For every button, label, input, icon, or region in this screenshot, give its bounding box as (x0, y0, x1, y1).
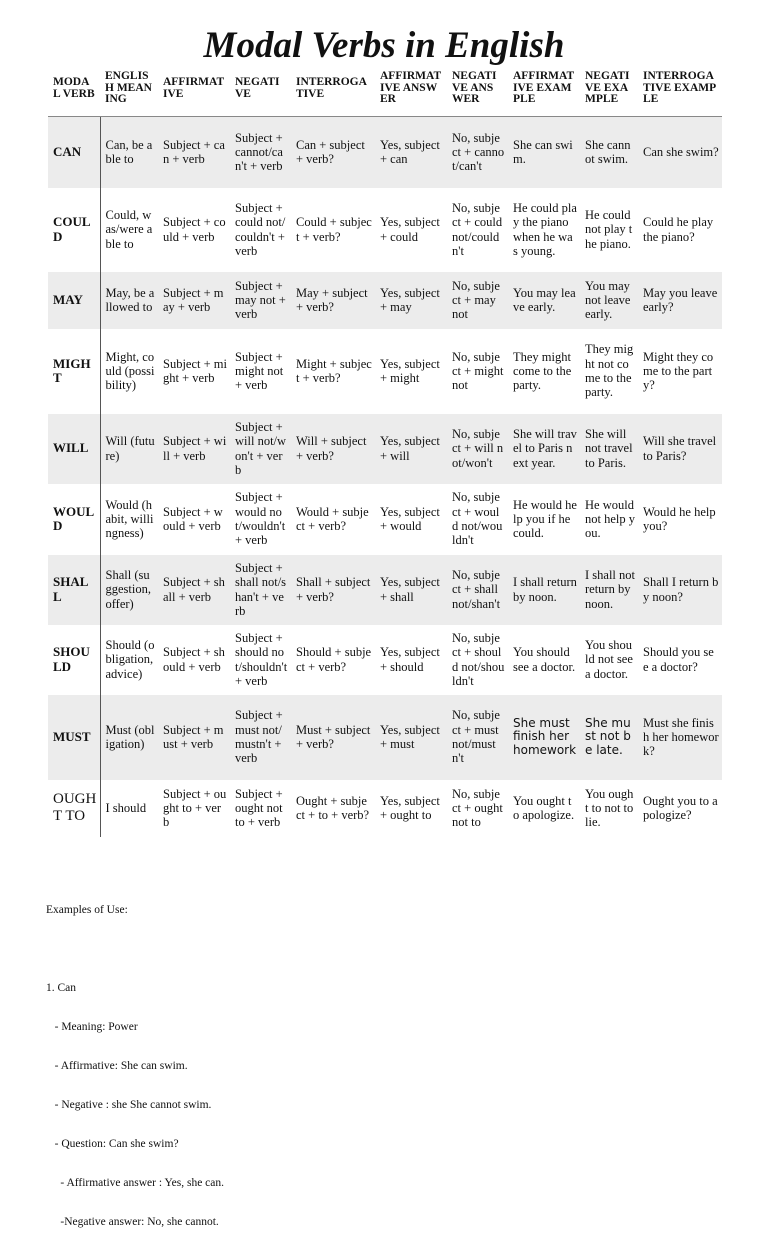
cell-affirmative: Subject + should + verb (163, 645, 225, 674)
example-line: - Negative : she She cannot swim. (46, 1099, 212, 1111)
cell-verb: WOULD (48, 484, 100, 555)
cell-affirmative-example: She can swim. (508, 117, 580, 188)
header-modal-verb: MODAL VERB (48, 64, 100, 117)
cell-interrogative: May + subject + verb? (291, 272, 375, 329)
header-interrogative: INTERROGATIVE (291, 64, 375, 117)
header-negative-example: NEGATIVE EXAMPLE (580, 64, 638, 117)
cell-negative-answer: No, subject + must not/mustn't (447, 695, 508, 780)
cell-interrogative-example: Would he help you? (643, 504, 716, 533)
header-interrogative-example: INTERROGATIVE EXAMPLE (638, 64, 722, 117)
header-negative-answer: NEGATIVE ANSWER (447, 64, 508, 117)
cell-verb: OUGHT TO (48, 780, 100, 837)
cell-meaning: I should (105, 800, 147, 815)
table-row (48, 695, 722, 780)
spacer (46, 943, 726, 956)
cell-interrogative-example: May you leave early? (638, 272, 722, 329)
cell-negative-example: You ought to not to lie. (585, 786, 634, 830)
header-affirmative-example: AFFIRMATIVE EXAMPLE (508, 64, 580, 117)
cell-interrogative-example: Must she finish her homework? (638, 695, 722, 780)
cell-negative-answer: No, subject + will not/won't (447, 414, 508, 484)
cell-affirmative-example: You ought to apologize. (513, 793, 575, 822)
cell-negative-example: I shall not return by noon. (580, 555, 638, 625)
cell-interrogative: Can + subject + verb? (291, 117, 375, 188)
cell-affirmative-example: I shall return by noon. (508, 555, 580, 625)
cell-affirmative-example: He would help you if he could. (513, 497, 577, 541)
cell-negative: Subject + cannot/can't + verb (230, 117, 291, 188)
cell-affirmative-answer: Yes, subject + can (375, 117, 447, 188)
cell-negative: Subject + shall not/shan't + verb (230, 555, 291, 625)
header-negative: NEGATIVE (230, 64, 291, 117)
modal-verbs-table (48, 64, 722, 837)
cell-affirmative-example: She will travel to Paris next year. (508, 414, 580, 484)
cell-affirmative: Subject + shall + verb (158, 555, 230, 625)
cell-negative-answer: No, subject + could not/couldn't (452, 200, 503, 258)
cell-negative-answer: No, subject + might not (452, 349, 504, 393)
cell-negative: Subject + might not + verb (235, 349, 284, 393)
cell-interrogative-example: Should you see a doctor? (643, 645, 714, 674)
example-line: -Negative answer: No, she cannot. (46, 1216, 219, 1228)
cell-verb: MAY (48, 272, 100, 329)
cell-meaning: May, be allowed to (100, 272, 158, 329)
table-row (48, 414, 722, 484)
table-row (48, 555, 722, 625)
cell-affirmative: Subject + can + verb (158, 117, 230, 188)
cell-affirmative: Subject + will + verb (158, 414, 230, 484)
cell-verb: WILL (48, 414, 100, 484)
cell-negative: Subject + could not/couldn't + verb (235, 200, 286, 258)
cell-negative-example: They might not come to the party. (585, 342, 634, 400)
table-row (48, 117, 722, 188)
cell-verb: MIGHT (48, 329, 100, 414)
cell-interrogative: Will + subject + verb? (291, 414, 375, 484)
cell-verb: MUST (48, 695, 100, 780)
cell-negative: Subject + would not/wouldn't + verb (235, 490, 286, 548)
table-row (48, 188, 722, 272)
cell-verb: CAN (48, 117, 100, 188)
cell-negative-answer: No, subject + shall not/shan't (447, 555, 508, 625)
cell-meaning: Must (obligation) (100, 695, 158, 780)
example-line: - Affirmative: She can swim. (46, 1060, 188, 1072)
cell-meaning: Shall (suggestion, offer) (100, 555, 158, 625)
cell-negative-example: He would not help you. (585, 497, 635, 541)
cell-negative-example: You should not see a doctor. (585, 638, 633, 681)
cell-interrogative: Must + subject + verb? (291, 695, 375, 780)
cell-interrogative: Could + subject + verb? (296, 215, 372, 244)
example-line: - Meaning: Power (46, 1021, 138, 1033)
cell-interrogative: Shall + subject + verb? (291, 555, 375, 625)
cell-verb: COULD (48, 188, 100, 272)
cell-verb: SHALL (48, 555, 100, 625)
table-row (48, 625, 722, 695)
cell-verb: SHOULD (48, 625, 100, 695)
cell-negative-answer: No, subject + should not/shouldn't (452, 630, 505, 688)
example-line: - Question: Can she swim? (46, 1138, 179, 1150)
cell-interrogative-example: Ought you to apologize? (643, 793, 718, 822)
header-affirmative: AFFIRMATIVE (158, 64, 230, 117)
cell-affirmative: Subject + would + verb (163, 504, 223, 533)
cell-negative-example: He could not play the piano. (585, 208, 633, 251)
cell-affirmative-answer: Yes, subject + must (375, 695, 447, 780)
cell-affirmative-example: She must finish her homework (508, 695, 580, 780)
cell-negative-answer: No, subject + cannot/can't (447, 117, 508, 188)
cell-negative: Subject + ought not to + verb (235, 786, 283, 830)
cell-meaning: Can, be able to (100, 117, 158, 188)
cell-affirmative-example: You should see a doctor. (513, 645, 576, 674)
cell-affirmative-answer: Yes, subject + shall (375, 555, 447, 625)
cell-negative-example: She cannot swim. (580, 117, 638, 188)
header-affirmative-answer: AFFIRMATIVE ANSWER (375, 64, 447, 117)
cell-affirmative-example: You may leave early. (508, 272, 580, 329)
cell-interrogative: Would + subject + verb? (296, 504, 369, 533)
examples-title: Examples of Use: (46, 904, 128, 916)
cell-interrogative-example: Might they come to the party? (643, 349, 714, 393)
cell-negative-answer: No, subject + may not (447, 272, 508, 329)
cell-affirmative-answer: Yes, subject + could (380, 215, 440, 244)
cell-negative-answer: No, subject + would not/wouldn't (452, 490, 503, 548)
cell-interrogative: Might + subject + verb? (296, 356, 372, 385)
example-line: - Affirmative answer : Yes, she can. (46, 1177, 225, 1189)
cell-interrogative-example: Can she swim? (638, 117, 722, 188)
cell-meaning: Might, could (possibility) (105, 349, 155, 393)
cell-affirmative: Subject + must + verb (158, 695, 230, 780)
cell-meaning: Would (habit, willingness) (105, 497, 154, 541)
cell-interrogative: Should + subject + verb? (296, 645, 372, 674)
example-line: 1. Can (46, 982, 77, 994)
cell-affirmative: Subject + could + verb (163, 215, 226, 244)
page-title: Modal Verbs in English (203, 25, 565, 66)
cell-affirmative: Subject + ought to + verb (163, 786, 227, 830)
cell-meaning: Should (obligation, advice) (105, 638, 155, 681)
cell-negative: Subject + may not + verb (230, 272, 291, 329)
cell-interrogative-example: Will she travel to Paris? (638, 414, 722, 484)
cell-negative: Subject + should not/shouldn't + verb (235, 630, 288, 688)
table-row (48, 272, 722, 329)
table-row (48, 484, 722, 555)
cell-negative-answer: No, subject + ought not to (452, 786, 503, 830)
cell-affirmative-answer: Yes, subject + should (380, 645, 440, 674)
cell-negative-example: She will not travel to Paris. (580, 414, 638, 484)
table-row (48, 780, 722, 837)
cell-affirmative-answer: Yes, subject + ought to (380, 793, 440, 822)
cell-interrogative-example: Could he play the piano? (643, 215, 714, 244)
cell-affirmative: Subject + might + verb (163, 356, 227, 385)
cell-affirmative-example: He could play the piano when he was young. (513, 200, 577, 258)
cell-affirmative-answer: Yes, subject + would (380, 504, 440, 533)
table-row (48, 329, 722, 414)
cell-interrogative-example: Shall I return by noon? (638, 555, 722, 625)
examples-section (46, 878, 726, 1242)
cell-meaning: Will (future) (100, 414, 158, 484)
table-header-row (48, 64, 722, 117)
cell-interrogative: Ought + subject + to + verb? (296, 793, 370, 822)
cell-affirmative: Subject + may + verb (158, 272, 230, 329)
cell-negative-example: She must not be late. (580, 695, 638, 780)
cell-affirmative-answer: Yes, subject + may (375, 272, 447, 329)
cell-affirmative-example: They might come to the party. (513, 349, 572, 393)
header-english-meaning: ENGLISH MEANING (100, 64, 158, 117)
cell-negative: Subject + must not/mustn't + verb (230, 695, 291, 780)
cell-negative-example: You may not leave early. (580, 272, 638, 329)
cell-affirmative-answer: Yes, subject + might (380, 356, 440, 385)
cell-negative: Subject + will not/won't + verb (230, 414, 291, 484)
cell-affirmative-answer: Yes, subject + will (375, 414, 447, 484)
cell-meaning: Could, was/were able to (105, 208, 153, 251)
